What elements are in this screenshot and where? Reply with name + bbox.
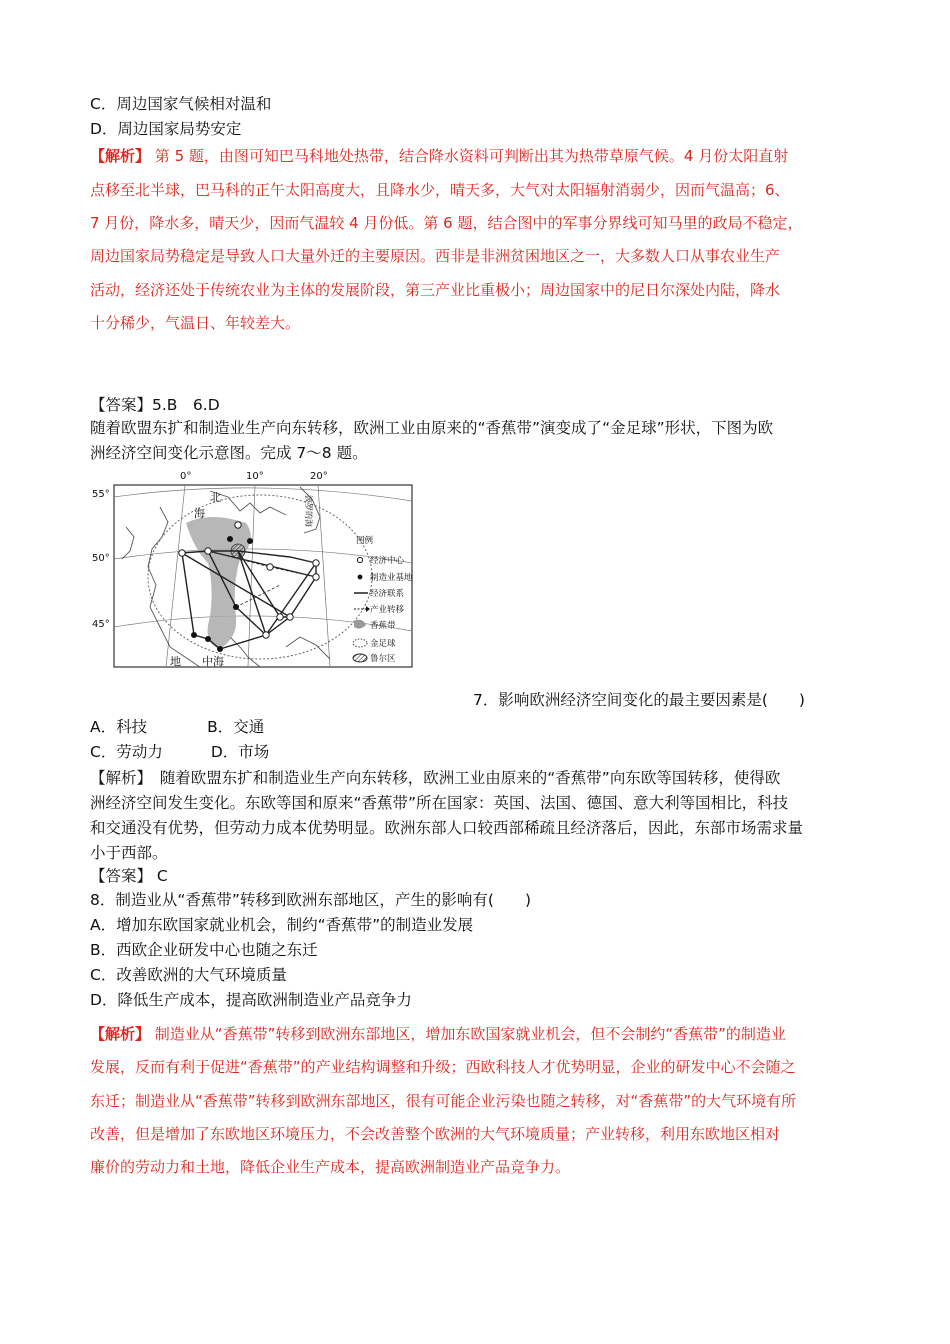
analysis-line: 洲经济空间发生变化。东欧等国和原来“香蕉带”所在国家：英国、法国、德国、意大利等国相比，科技 (90, 794, 789, 812)
legend-item: 经济中心 (370, 556, 405, 566)
europe-economic-space-map (90, 467, 430, 672)
analysis-line: 【解析】 随着欧盟东扩和制造业生产向东转移，欧洲工业由原来的“香蕉带”向东欧等国转移，使得欧 (90, 769, 781, 787)
analysis-line: 廉价的劳动力和土地，降低企业生产成本，提高欧洲制造业产品竞争力。 (90, 1158, 571, 1176)
option-a: A．科技 (90, 718, 148, 736)
legend-title: 图例 (356, 536, 374, 546)
intro-line: 洲经济空间变化示意图。完成 7～8 题。 (90, 444, 368, 462)
option-d: D．降低生产成本，提高欧洲制造业产品竞争力 (90, 991, 412, 1009)
option-c: C．劳动力 (90, 743, 163, 761)
map-frame (114, 485, 412, 667)
legend-item: 产业转移 (370, 605, 405, 615)
option-b: B．交通 (207, 718, 265, 736)
lat-label: 45° (92, 619, 110, 630)
analysis-line: 【解析】 制造业从“香蕉带”转移到欧洲东部地区，增加东欧国家就业机会，但不会制约“香蕉带”的制造业 (90, 1025, 786, 1043)
option-b: B．西欧企业研发中心也随之东迁 (90, 941, 318, 959)
economic-center-icon (357, 557, 362, 562)
sea-label: 波罗的海 (304, 495, 313, 527)
legend-item: 金足球 (370, 639, 396, 649)
analysis-line: 周边国家局势稳定是导致人口大量外迁的主要原因。西非是非洲贫困地区之一，大多数人口从事农业生产 (90, 247, 781, 265)
analysis-line: 【解析】 第 5 题，由图可知巴马科地处热带，结合降水资料可判断出其为热带草原气候。4 月份太阳直射 (90, 147, 789, 165)
analysis-line: 改善，但是增加了东欧地区环境压力，不会改善整个欧洲的大气环境质量；产业转移，利用东欧地区相对 (90, 1125, 781, 1143)
ruhr-icon (353, 654, 367, 662)
option-c: C．周边国家气候相对温和 (90, 95, 272, 113)
lon-label: 20° (310, 471, 328, 482)
legend-item: 香蕉带 (370, 621, 396, 631)
analysis-line: 发展，反而有利于促进“香蕉带”的产业结构调整和升级；西欧科技人才优势明显，企业的研发中心不会随之 (90, 1058, 796, 1076)
option-a: A．增加东欧国家就业机会，制约“香蕉带”的制造业发展 (90, 916, 474, 934)
intro-line: 随着欧盟东扩和制造业生产向东转移，欧洲工业由原来的“香蕉带”演变成了“金足球”形状，下图为欧 (90, 419, 774, 437)
q7-options-cd (90, 742, 269, 762)
question-7: 7．影响欧洲经济空间变化的最主要因素是( ) (473, 691, 805, 709)
option-c: C．改善欧洲的大气环境质量 (90, 966, 287, 984)
sea-label: 地 (170, 655, 181, 668)
manufacturing-base-icon (358, 575, 363, 580)
analysis-line: 十分稀少，气温日、年较差大。 (90, 314, 301, 332)
question-8: 8．制造业从“香蕉带”转移到欧洲东部地区，产生的影响有( ) (90, 891, 532, 909)
lat-label: 50° (92, 553, 110, 564)
option-d: D．周边国家局势安定 (90, 120, 242, 138)
answer-5-6: 【答案】5.B 6.D (90, 396, 220, 414)
analysis-label: 【解析】 (90, 1025, 151, 1043)
lat-label: 55° (92, 489, 110, 500)
legend-item: 经济联系 (370, 589, 405, 599)
analysis-line: 东迁；制造业从“香蕉带”转移到欧洲东部地区，很有可能企业污染也随之转移，对“香蕉带”的大气环境有所 (90, 1092, 797, 1110)
analysis-line: 和交通没有优势，但劳动力成本优势明显。欧洲东部人口较西部稀疏且经济落后，因此，东部市场需求量 (90, 819, 804, 837)
answer-7: 【答案】 C (90, 867, 168, 885)
legend-item: 鲁尔区 (370, 654, 396, 664)
sea-label: 北 (210, 491, 221, 504)
lon-label: 10° (246, 471, 264, 482)
analysis-line: 小于西部。 (90, 844, 168, 862)
sea-label: 中海 (202, 655, 224, 668)
q7-options-ab (90, 717, 264, 737)
analysis-label: 【解析】 (90, 147, 151, 165)
legend-item: 制造业基地 (370, 573, 413, 583)
analysis-line: 活动，经济还处于传统农业为主体的发展阶段，第三产业比重极小；周边国家中的尼日尔深处内陆，降水 (90, 281, 781, 299)
analysis-line: 7 月份，降水多，晴天少，因而气温较 4 月份低。第 6 题，结合图中的军事分界线可知马里的政局不稳定， (90, 214, 803, 232)
option-d: D．市场 (210, 743, 270, 761)
sea-label: 海 (194, 507, 205, 520)
analysis-line: 点移至北半球，巴马科的正午太阳高度大，且降水少，晴天多，大气对太阳辐射消弱少，因而气温高；6、 (90, 181, 790, 199)
lon-label: 0° (180, 471, 192, 482)
analysis-label: 【解析】 (90, 769, 145, 787)
